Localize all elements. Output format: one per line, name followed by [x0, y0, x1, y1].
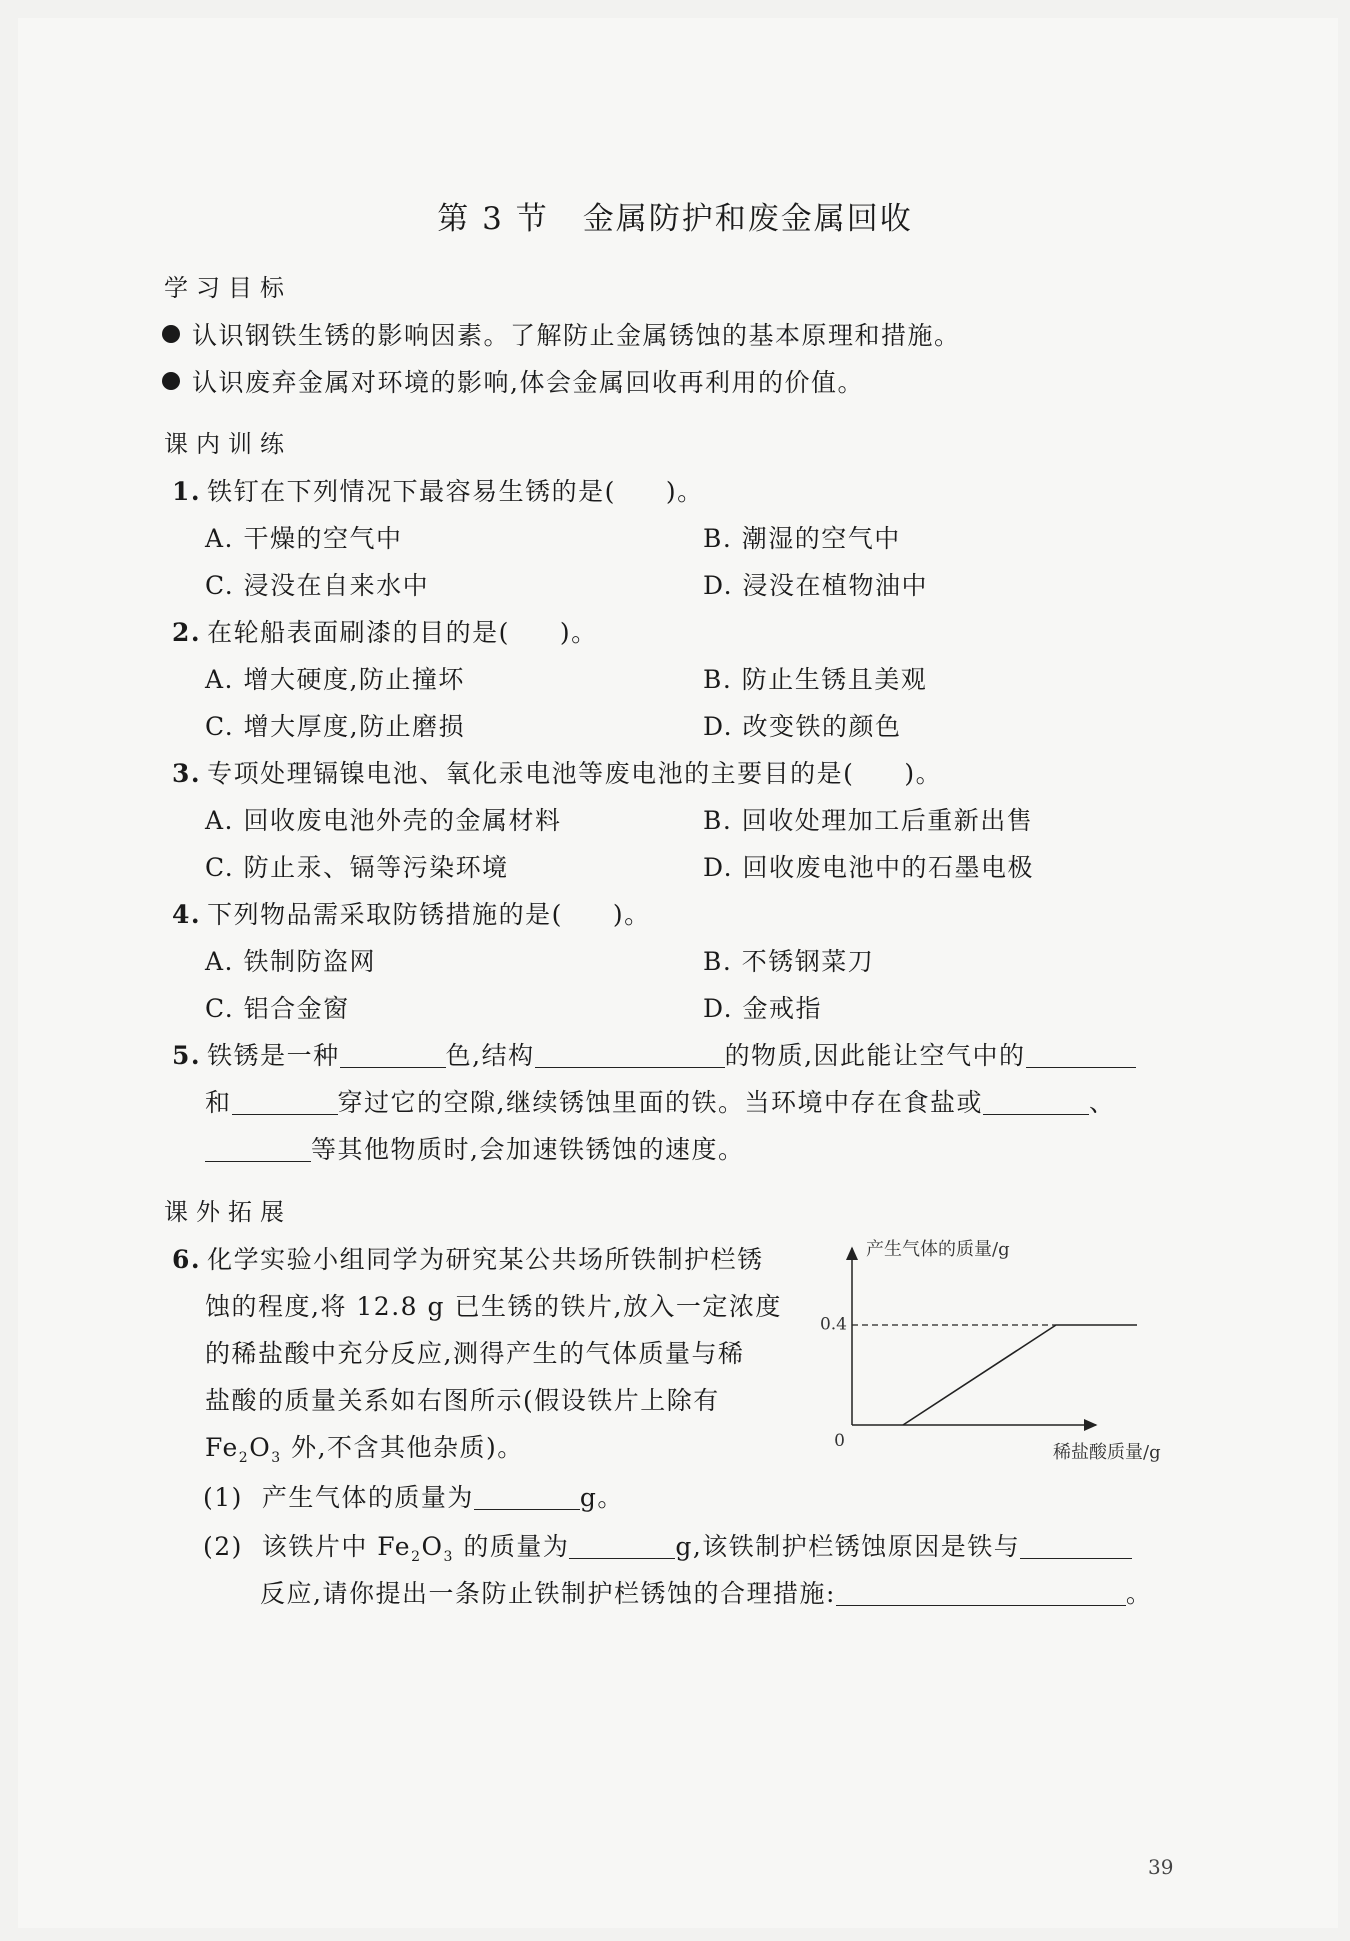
question-6-line: $Fe_2O_3$ 外,不含其他杂质)。 [205, 1433, 524, 1466]
option: C. 铝合金窗 [205, 994, 350, 1023]
section-name: 金属防护和废金属回收 [582, 201, 913, 237]
option: B. 潮湿的空气中 [703, 524, 901, 553]
bullet-icon [162, 372, 180, 390]
question-5-line-2: 和 穿过它的空隙,继续锈蚀里面的铁。当环境中存在食盐或 、 [205, 1088, 1116, 1117]
option: C. 浸没在自来水中 [205, 571, 430, 600]
option: A. 干燥的空气中 [205, 524, 403, 553]
option: B. 不锈钢菜刀 [703, 947, 875, 976]
option: B. 防止生锈且美观 [703, 665, 928, 694]
option: A. 增大硬度,防止撞坏 [205, 665, 465, 694]
inclass-heading: 课内训练 [164, 430, 292, 458]
fill-blank[interactable] [1026, 1045, 1136, 1068]
option: B. 回收处理加工后重新出售 [703, 806, 1034, 835]
fill-blank[interactable] [340, 1045, 446, 1068]
fill-blank[interactable] [1020, 1536, 1132, 1559]
series-line [903, 1325, 1137, 1425]
option: A. 回收废电池外壳的金属材料 [205, 806, 562, 835]
gas-mass-chart [800, 1230, 1190, 1470]
fill-blank[interactable] [836, 1583, 1126, 1606]
extension-heading: 课外拓展 [164, 1198, 292, 1226]
x-axis-label: 稀盐酸质量/g [1053, 1442, 1161, 1463]
option: D. 改变铁的颜色 [703, 712, 902, 741]
section-number: 第 3 节 [437, 201, 549, 237]
option: D. 浸没在植物油中 [703, 571, 929, 600]
goal-item: 认识废弃金属对环境的影响,体会金属回收再利用的价值。 [162, 363, 864, 399]
sub-question-1: (1) 产生气体的质量为 g。 [203, 1483, 624, 1512]
fill-blank[interactable] [205, 1139, 311, 1162]
page-number: 39 [1148, 1855, 1174, 1879]
question-2: 2. 在轮船表面刷漆的目的是( )。 [172, 618, 598, 647]
goals-heading: 学习目标 [164, 274, 292, 302]
question-3: 3. 专项处理镉镍电池、氧化汞电池等废电池的主要目的是( )。 [172, 759, 943, 788]
question-5-line-1: 5. 铁锈是一种 色,结构 的物质,因此能让空气中的 [172, 1036, 1136, 1072]
question-1: 1. 铁钉在下列情况下最容易生锈的是( )。 [172, 477, 704, 506]
question-4: 4. 下列物品需采取防锈措施的是( )。 [172, 900, 651, 929]
question-6-line: 6. 化学实验小组同学为研究某公共场所铁制护栏锈 [172, 1245, 764, 1274]
fill-blank[interactable] [232, 1092, 338, 1115]
fill-blank[interactable] [535, 1045, 725, 1068]
option: C. 增大厚度,防止磨损 [205, 712, 466, 741]
y-axis-label: 产生气体的质量/g [866, 1239, 1010, 1260]
option: D. 回收废电池中的石墨电极 [703, 853, 1035, 882]
fill-blank[interactable] [474, 1487, 580, 1510]
sub-question-2-line-1: (2) 该铁片中 $Fe_2O_3$ 的质量为 g,该铁制护栏锈蚀原因是铁与 [203, 1527, 1132, 1565]
y-tick-label: 0.4 [819, 1314, 847, 1335]
sub-question-2-line-2: 反应,请你提出一条防止铁制护栏锈蚀的合理措施: 。 [260, 1579, 1153, 1608]
origin-label: 0 [834, 1431, 845, 1451]
bullet-icon [162, 325, 180, 343]
fill-blank[interactable] [569, 1536, 675, 1559]
goal-item: 认识钢铁生锈的影响因素。了解防止金属锈蚀的基本原理和措施。 [162, 316, 961, 352]
option: C. 防止汞、镉等污染环境 [205, 853, 509, 882]
fill-blank[interactable] [983, 1092, 1089, 1115]
page-title [0, 193, 1350, 238]
question-5-line-3: 等其他物质时,会加速铁锈蚀的速度。 [205, 1130, 744, 1166]
option: A. 铁制防盗网 [205, 947, 376, 976]
option: D. 金戒指 [703, 994, 823, 1023]
question-6-line: 的稀盐酸中充分反应,测得产生的气体质量与稀 [205, 1339, 745, 1368]
question-6-line: 蚀的程度,将 12.8 g 已生锈的铁片,放入一定浓度 [205, 1292, 782, 1321]
question-6-line: 盐酸的质量关系如右图所示(假设铁片上除有 [205, 1386, 720, 1415]
